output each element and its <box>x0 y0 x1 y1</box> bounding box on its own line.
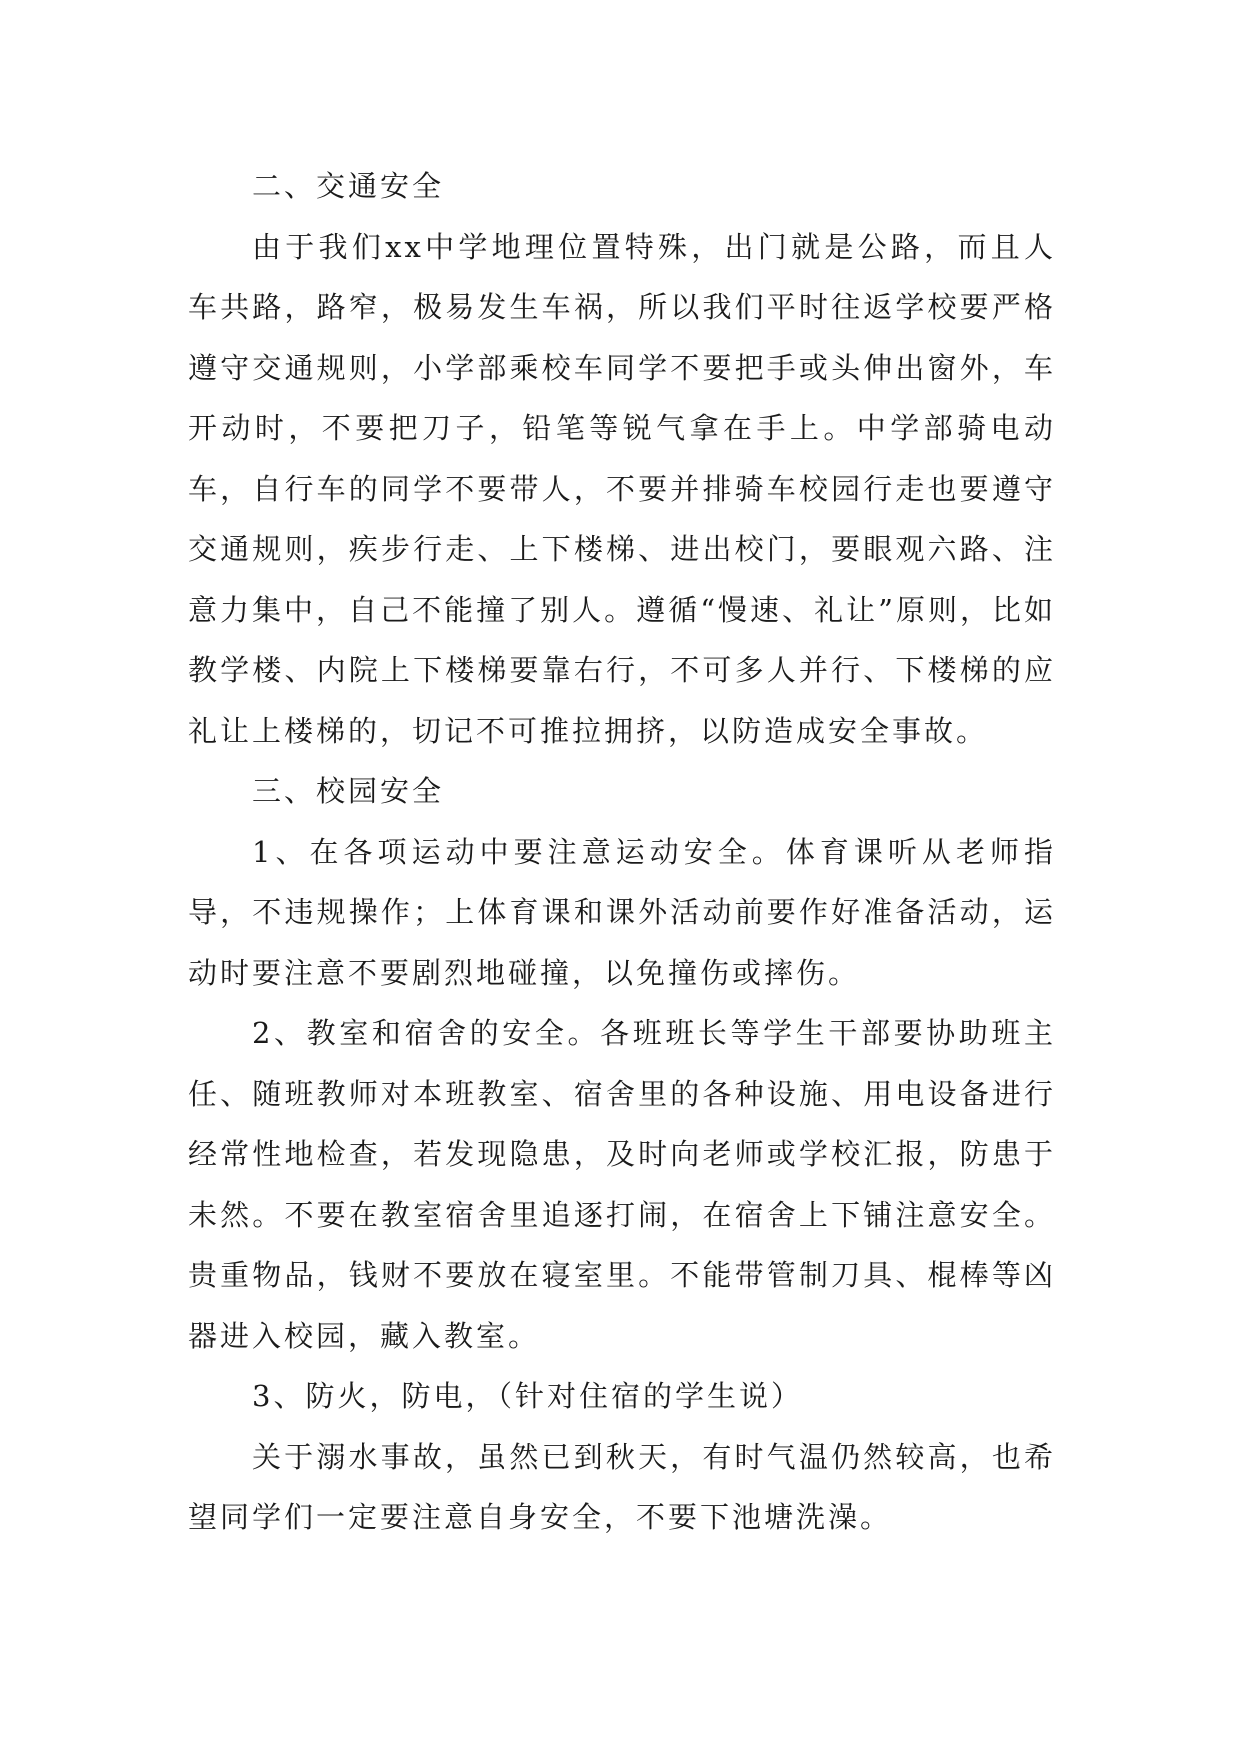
paragraph-classroom-dorm-safety: 2、教室和宿舍的安全。各班班长等学生干部要协助班主任、随班教师对本班教室、宿舍里的各种设施、用电设备进行经常性地检查，若发现隐患，及时向老师或学校汇报，防患于未然。不要在教室宿舍里追逐打闹，在宿舍上下铺注意安全。贵重物品，钱财不要放在寝室里。不能带管制刀具、棍棒等凶器进入校园，藏入教室。 <box>188 1016 1056 1353</box>
section-heading-campus-safety: 三、校园安全 <box>252 774 445 808</box>
document-page <box>188 156 1056 1548</box>
paragraph-drowning-safety: 关于溺水事故，虽然已到秋天，有时气温仍然较高，也希望同学们一定要注意自身安全，不要下池塘洗澡。 <box>188 1439 1056 1534</box>
paragraph-fire-electric-safety: 3、防火，防电，（针对住宿的学生说） <box>252 1379 803 1413</box>
section-heading-traffic-safety: 二、交通安全 <box>252 169 445 203</box>
paragraph-traffic-rules: 由于我们xx中学地理位置特殊，出门就是公路，而且人车共路，路窄，极易发生车祸，所以我们平时往返学校要严格遵守交通规则，小学部乘校车同学不要把手或头伸出窗外，车开动时，不要把刀子，铅笔等锐气拿在手上。中学部骑电动车，自行车的同学不要带人，不要并排骑车校园行走也要遵守交通规则，疾步行走、上下楼梯、进出校门，要眼观六路、注意力集中，自己不能撞了别人。遵循“慢速、礼让”原则，比如教学楼、内院上下楼梯要靠右行，不可多人并行、下楼梯的应礼让上楼梯的，切记不可推拉拥挤，以防造成安全事故。 <box>188 229 1056 748</box>
paragraph-sports-safety: 1、在各项运动中要注意运动安全。体育课听从老师指导，不违规操作；上体育课和课外活动前要作好准备活动，运动时要注意不要剧烈地碰撞，以免撞伤或摔伤。 <box>188 834 1056 990</box>
